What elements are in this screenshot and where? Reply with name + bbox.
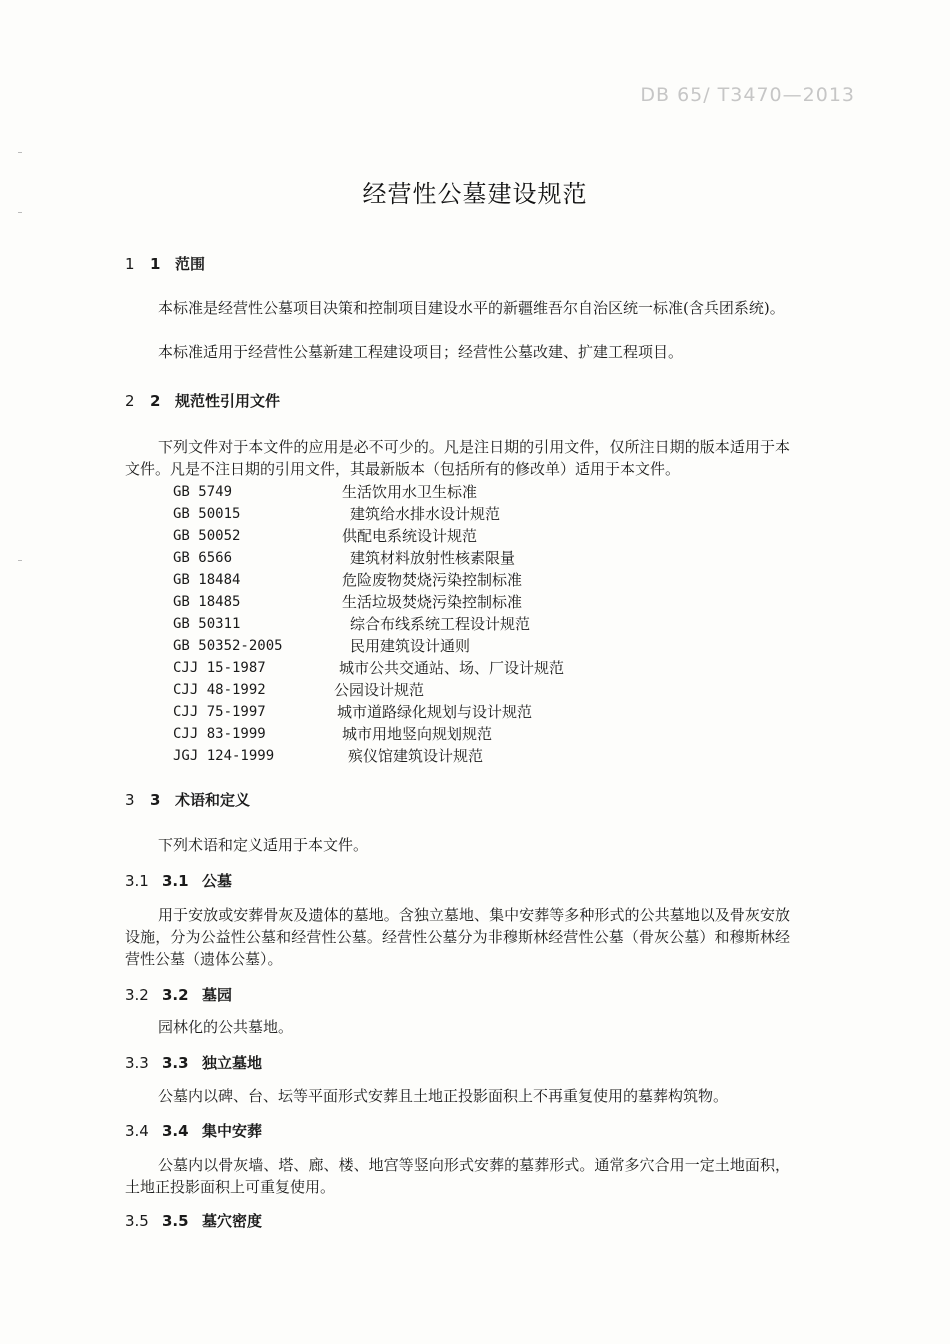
section-number: 3: [125, 791, 135, 809]
reference-code: GB 50052: [173, 528, 241, 544]
term-number: 3.2: [125, 986, 149, 1004]
term-heading: [125, 984, 232, 1005]
section-title: 范围: [175, 255, 206, 273]
term-heading: [125, 1210, 262, 1231]
term-number: 3.4: [125, 1122, 149, 1140]
reference-title: 供配电系统设计规范: [342, 527, 478, 545]
reference-title: 城市道路绿化规划与设计规范: [337, 703, 533, 721]
term-definition: 园林化的公共墓地。: [158, 1018, 294, 1036]
reference-title: 城市用地竖向规划规范: [342, 725, 493, 743]
references-intro: 下列文件对于本文件的应用是必不可少的。凡是注日期的引用文件，仅所注日期的版本适用于本文件。凡是不注日期的引用文件，其最新版本（包括所有的修改单）适用于本文件。: [125, 438, 790, 478]
scope-paragraph-1: 本标准是经营性公墓项目决策和控制项目建设水平的新疆维吾尔自治区统一标准(含兵团系统)。: [158, 299, 785, 317]
scan-mark: [18, 212, 22, 213]
reference-title: 建筑给水排水设计规范: [350, 505, 501, 523]
section-number: 2: [150, 392, 161, 410]
standard-number: DB 65/ T3470—2013: [640, 84, 855, 106]
reference-title: 生活饮用水卫生标准: [342, 483, 478, 501]
scope-paragraph-2: 本标准适用于经营性公墓新建工程建设项目；经营性公墓改建、扩建工程项目。: [158, 343, 684, 361]
scan-mark: [18, 560, 22, 561]
section-heading-scope: [125, 253, 205, 274]
term-number: 3.1: [125, 872, 149, 890]
reference-code: GB 50015: [173, 506, 241, 522]
section-number: 3: [150, 791, 161, 809]
term-number: 3.5: [162, 1212, 189, 1230]
term-title: 独立墓地: [202, 1054, 263, 1072]
section-number: 1: [125, 255, 135, 273]
reference-title: 公园设计规范: [334, 681, 425, 699]
reference-title: 殡仪馆建筑设计规范: [348, 747, 484, 765]
term-number: 3.5: [125, 1212, 149, 1230]
reference-title: 综合布线系统工程设计规范: [350, 615, 531, 633]
section-title: 术语和定义: [175, 791, 251, 809]
term-title: 集中安葬: [202, 1122, 263, 1140]
document-title: 经营性公墓建设规范: [362, 180, 588, 208]
reference-code: GB 50352-2005: [173, 638, 283, 654]
term-definition: 公墓内以碑、台、坛等平面形式安葬且土地正投影面积上不再重复使用的墓葬构筑物。: [158, 1087, 729, 1105]
reference-title: 生活垃圾焚烧污染控制标准: [342, 593, 523, 611]
term-definition: 公墓内以骨灰墙、塔、廊、楼、地宫等竖向形式安葬的墓葬形式。通常多穴合用一定土地面积，土地正投影面积上可重复使用。: [125, 1156, 790, 1196]
reference-title: 城市公共交通站、场、厂设计规范: [339, 659, 565, 677]
reference-code: GB 5749: [173, 484, 233, 500]
term-number: 3.3: [162, 1054, 189, 1072]
reference-title: 危险废物焚烧污染控制标准: [342, 571, 523, 589]
section-number: 2: [125, 392, 135, 410]
term-number: 3.3: [125, 1054, 149, 1072]
term-title: 墓穴密度: [202, 1212, 263, 1230]
term-definition: 用于安放或安葬骨灰及遗体的墓地。含独立墓地、集中安葬等多种形式的公共墓地以及骨灰安放设施，分为公益性公墓和经营性公墓。经营性公墓分为非穆斯林经营性公墓（骨灰公墓）和穆斯林经营性公墓（遗体公墓）。: [125, 906, 790, 968]
reference-code: CJJ 83-1999: [173, 726, 266, 742]
reference-code: CJJ 48-1992: [173, 682, 266, 698]
term-title: 墓园: [202, 986, 233, 1004]
term-heading: [125, 1120, 262, 1141]
section-number: 1: [150, 255, 161, 273]
term-number: 3.2: [162, 986, 189, 1004]
term-title: 公墓: [202, 872, 233, 890]
reference-code: JGJ 124-1999: [173, 748, 275, 764]
term-number: 3.1: [162, 872, 189, 890]
section-title: 规范性引用文件: [175, 392, 281, 410]
reference-code: GB 18484: [173, 572, 241, 588]
scan-mark: [18, 152, 22, 153]
section-heading-references: [125, 390, 280, 411]
term-number: 3.4: [162, 1122, 189, 1140]
terms-intro: 下列术语和定义适用于本文件。: [158, 836, 369, 854]
reference-title: 建筑材料放射性核素限量: [350, 549, 516, 567]
reference-code: CJJ 75-1997: [173, 704, 266, 720]
reference-code: GB 6566: [173, 550, 233, 566]
term-heading: [125, 870, 232, 891]
reference-code: GB 50311: [173, 616, 241, 632]
reference-code: GB 18485: [173, 594, 241, 610]
section-heading-terms: [125, 789, 250, 810]
reference-title: 民用建筑设计通则: [350, 637, 471, 655]
term-heading: [125, 1052, 262, 1073]
reference-code: CJJ 15-1987: [173, 660, 266, 676]
